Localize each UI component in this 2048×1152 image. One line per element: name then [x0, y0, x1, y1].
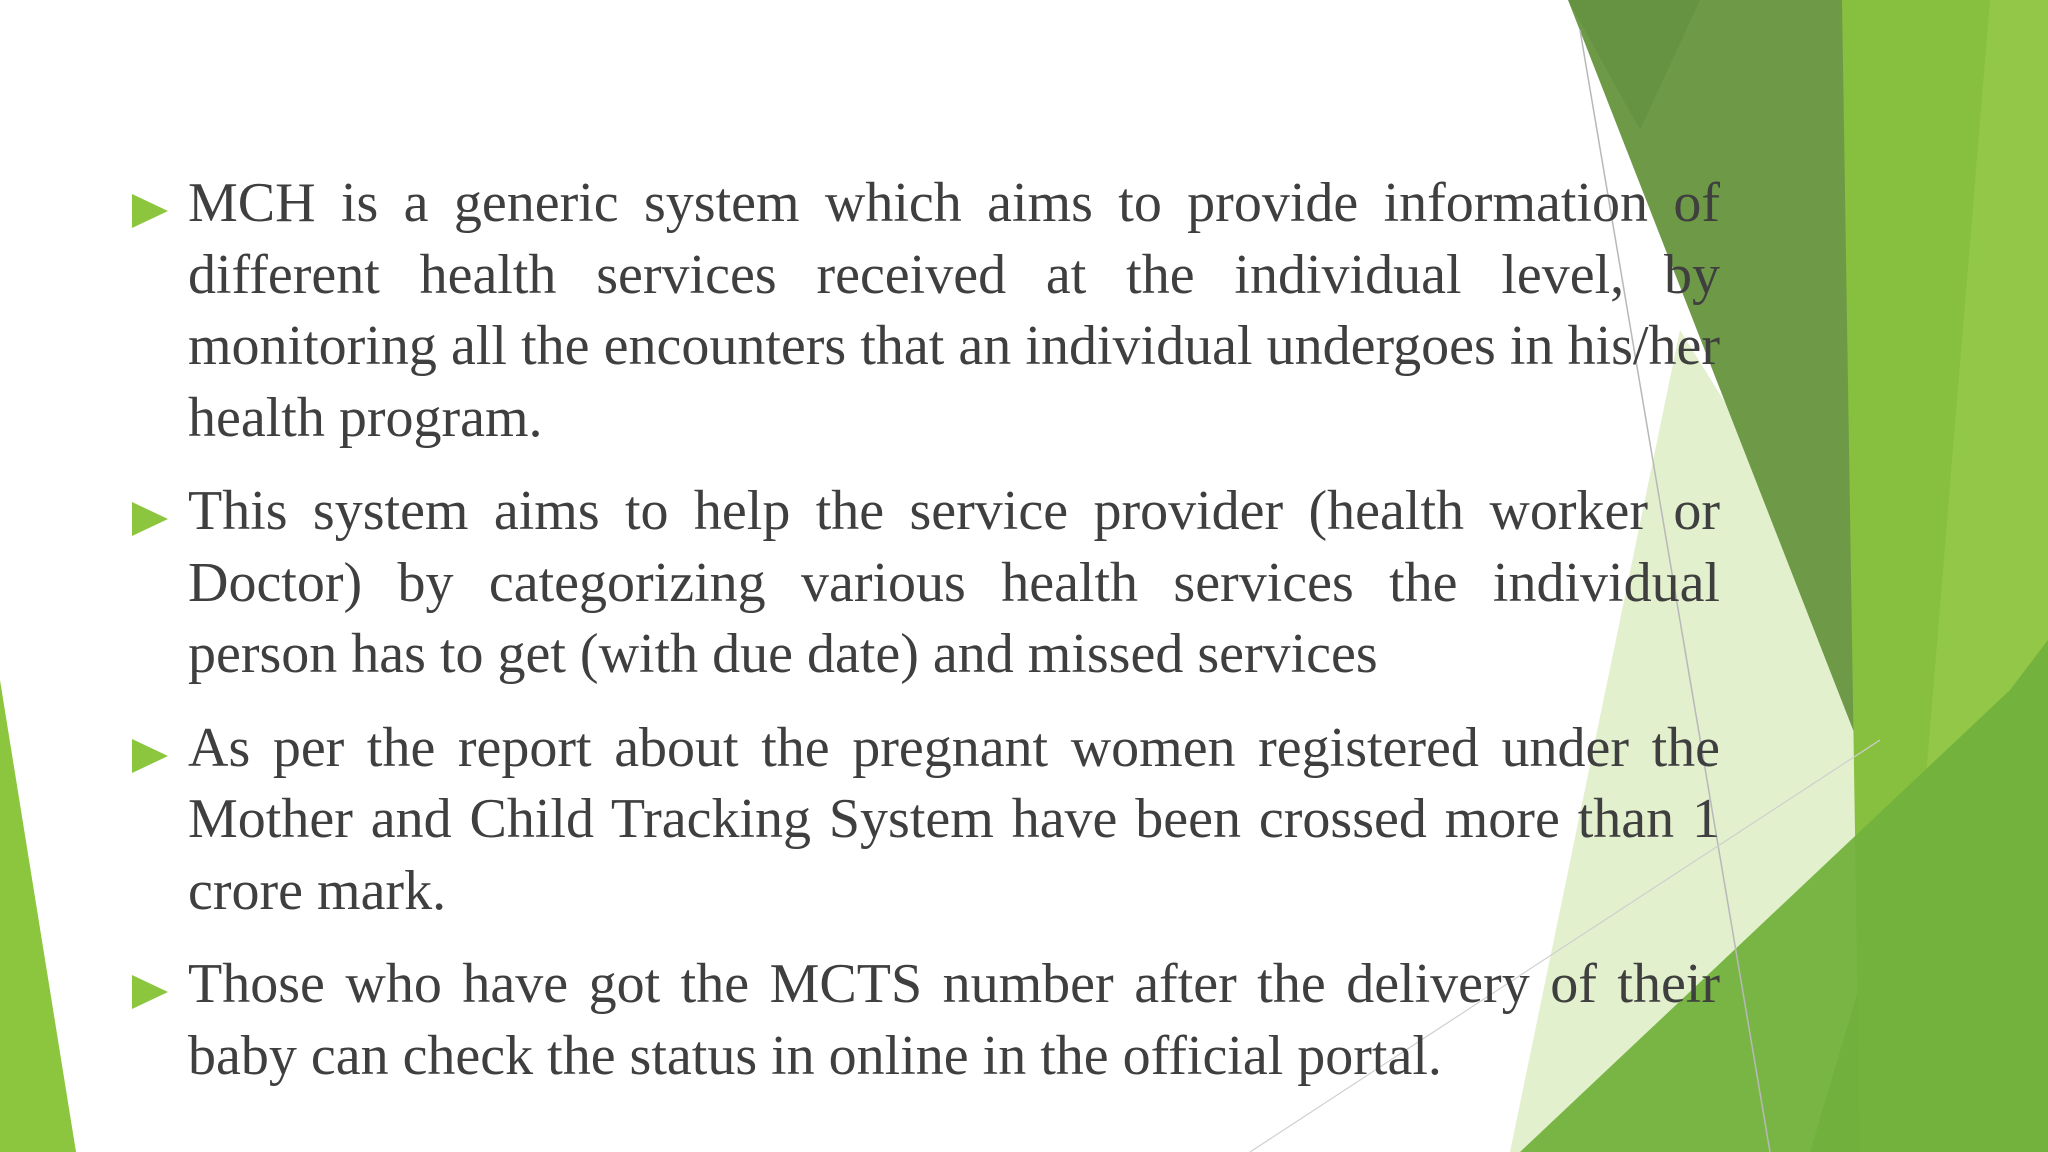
bullet-item-2 — [130, 476, 1720, 691]
bullet-item-3 — [130, 713, 1720, 928]
bullet-arrow-icon — [132, 194, 168, 228]
slide-content — [130, 168, 1720, 1114]
bullet-item-1 — [130, 168, 1720, 454]
bullet-arrow-icon — [132, 975, 168, 1009]
bullet-arrow-icon — [132, 502, 168, 536]
bullet-text: This system aims to help the service provider (health worker or Doctor) by categorizing various health services the individual person has to get (with due date) and missed services — [188, 480, 1720, 685]
bullet-text: As per the report about the pregnant women registered under the Mother and Child Tracking System have been crossed more than 1 crore mark. — [188, 716, 1720, 922]
bullet-text: MCH is a generic system which aims to provide information of different health services received at the individual level, by monitoring all the encounters that an individual undergoes in his/her health program. — [188, 172, 1720, 449]
bullet-text: Those who have got the MCTS number after the delivery of their baby can check the status in online in the official portal. — [188, 953, 1720, 1087]
bullet-arrow-icon — [132, 739, 168, 773]
left-edge-green-stripe — [0, 680, 76, 1152]
bullet-item-4 — [130, 949, 1720, 1092]
